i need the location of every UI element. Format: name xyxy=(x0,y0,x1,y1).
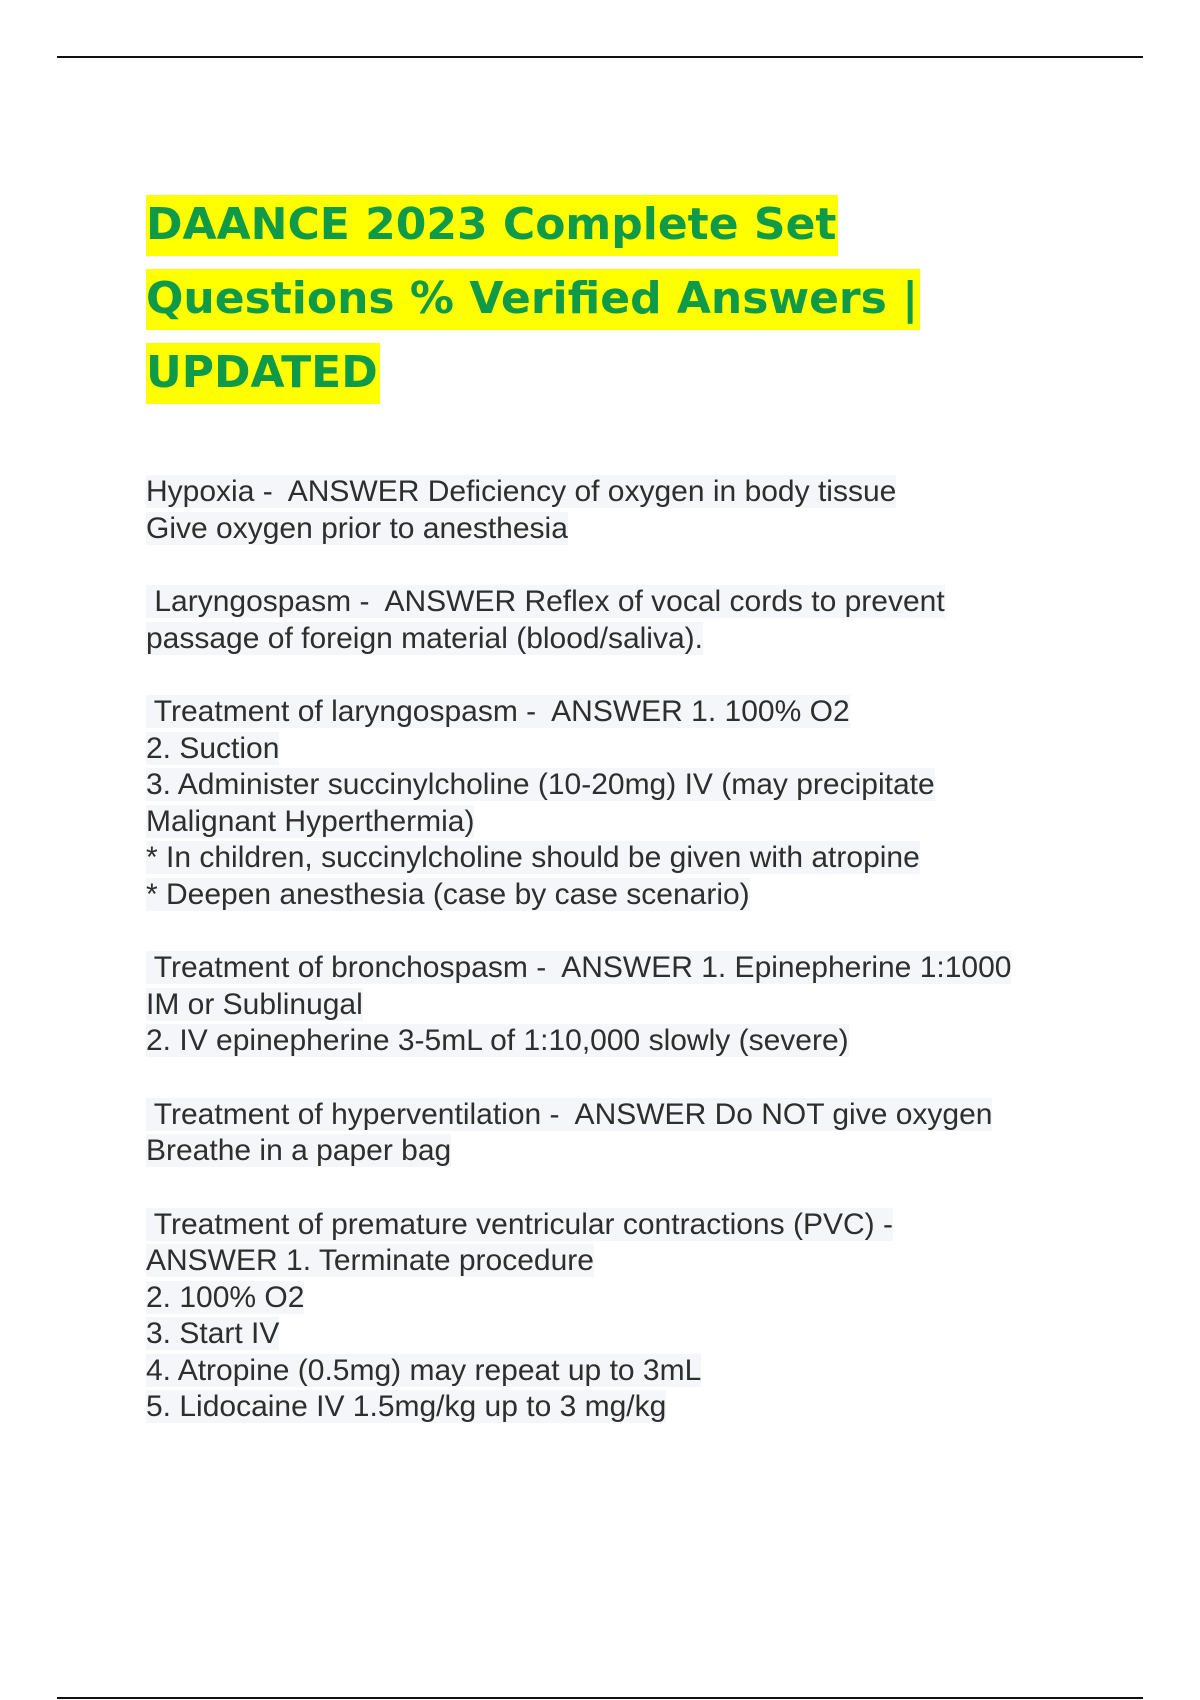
qa-line: Treatment of premature ventricular contractions (PVC) - xyxy=(146,1207,893,1241)
qa-entry-pvc-treatment xyxy=(146,1207,1096,1426)
qa-entry-laryngospasm-treatment xyxy=(146,694,1096,913)
qa-line: 3. Start IV xyxy=(146,1317,280,1350)
qa-line: Treatment of bronchospasm - ANSWER 1. Epinepherine 1:1000 xyxy=(146,951,1012,984)
qa-line: ANSWER 1. Terminate procedure xyxy=(146,1244,594,1277)
qa-entry-hypoxia xyxy=(146,474,1096,547)
qa-line: Malignant Hyperthermia) xyxy=(146,804,475,838)
qa-line: * Deepen anesthesia (case by case scenario) xyxy=(146,877,750,911)
qa-line: Treatment of hyperventilation - ANSWER Do NOT give oxygen xyxy=(146,1097,993,1131)
qa-line: 2. IV epinepherine 3-5mL of 1:10,000 slowly (severe) xyxy=(146,1024,849,1057)
top-rule xyxy=(57,56,1143,58)
title-line-3: UPDATED xyxy=(146,343,380,404)
qa-line: 2. Suction xyxy=(146,731,280,765)
qa-line: 2. 100% O2 xyxy=(146,1280,305,1314)
qa-line: 5. Lidocaine IV 1.5mg/kg up to 3 mg/kg xyxy=(146,1390,667,1423)
qa-line: IM or Sublinugal xyxy=(146,987,363,1021)
qa-line: 3. Administer succinylcholine (10-20mg) IV (may precipitate xyxy=(146,768,935,801)
qa-entry-hyperventilation-treatment xyxy=(146,1097,1096,1170)
title-line-2: Questions % Verified Answers | xyxy=(146,269,920,330)
qa-line: Treatment of laryngospasm - ANSWER 1. 100% O2 xyxy=(146,695,850,728)
qa-line: * In children, succinylcholine should be given with atropine xyxy=(146,841,920,874)
qa-line: Hypoxia - ANSWER Deficiency of oxygen in body tissue xyxy=(146,475,897,508)
qa-list xyxy=(146,474,1096,1463)
qa-line: Laryngospasm - ANSWER Reflex of vocal cords to prevent xyxy=(146,585,945,618)
bottom-rule xyxy=(57,1697,1143,1699)
qa-line: Breathe in a paper bag xyxy=(146,1134,452,1167)
title-line-1: DAANCE 2023 Complete Set xyxy=(146,195,838,256)
qa-entry-laryngospasm xyxy=(146,584,1096,657)
qa-line: 4. Atropine (0.5mg) may repeat up to 3mL xyxy=(146,1353,702,1387)
document-title xyxy=(146,188,1046,410)
qa-line: passage of foreign material (blood/saliva). xyxy=(146,621,703,655)
qa-entry-bronchospasm-treatment xyxy=(146,950,1096,1060)
qa-line: Give oxygen prior to anesthesia xyxy=(146,511,568,545)
